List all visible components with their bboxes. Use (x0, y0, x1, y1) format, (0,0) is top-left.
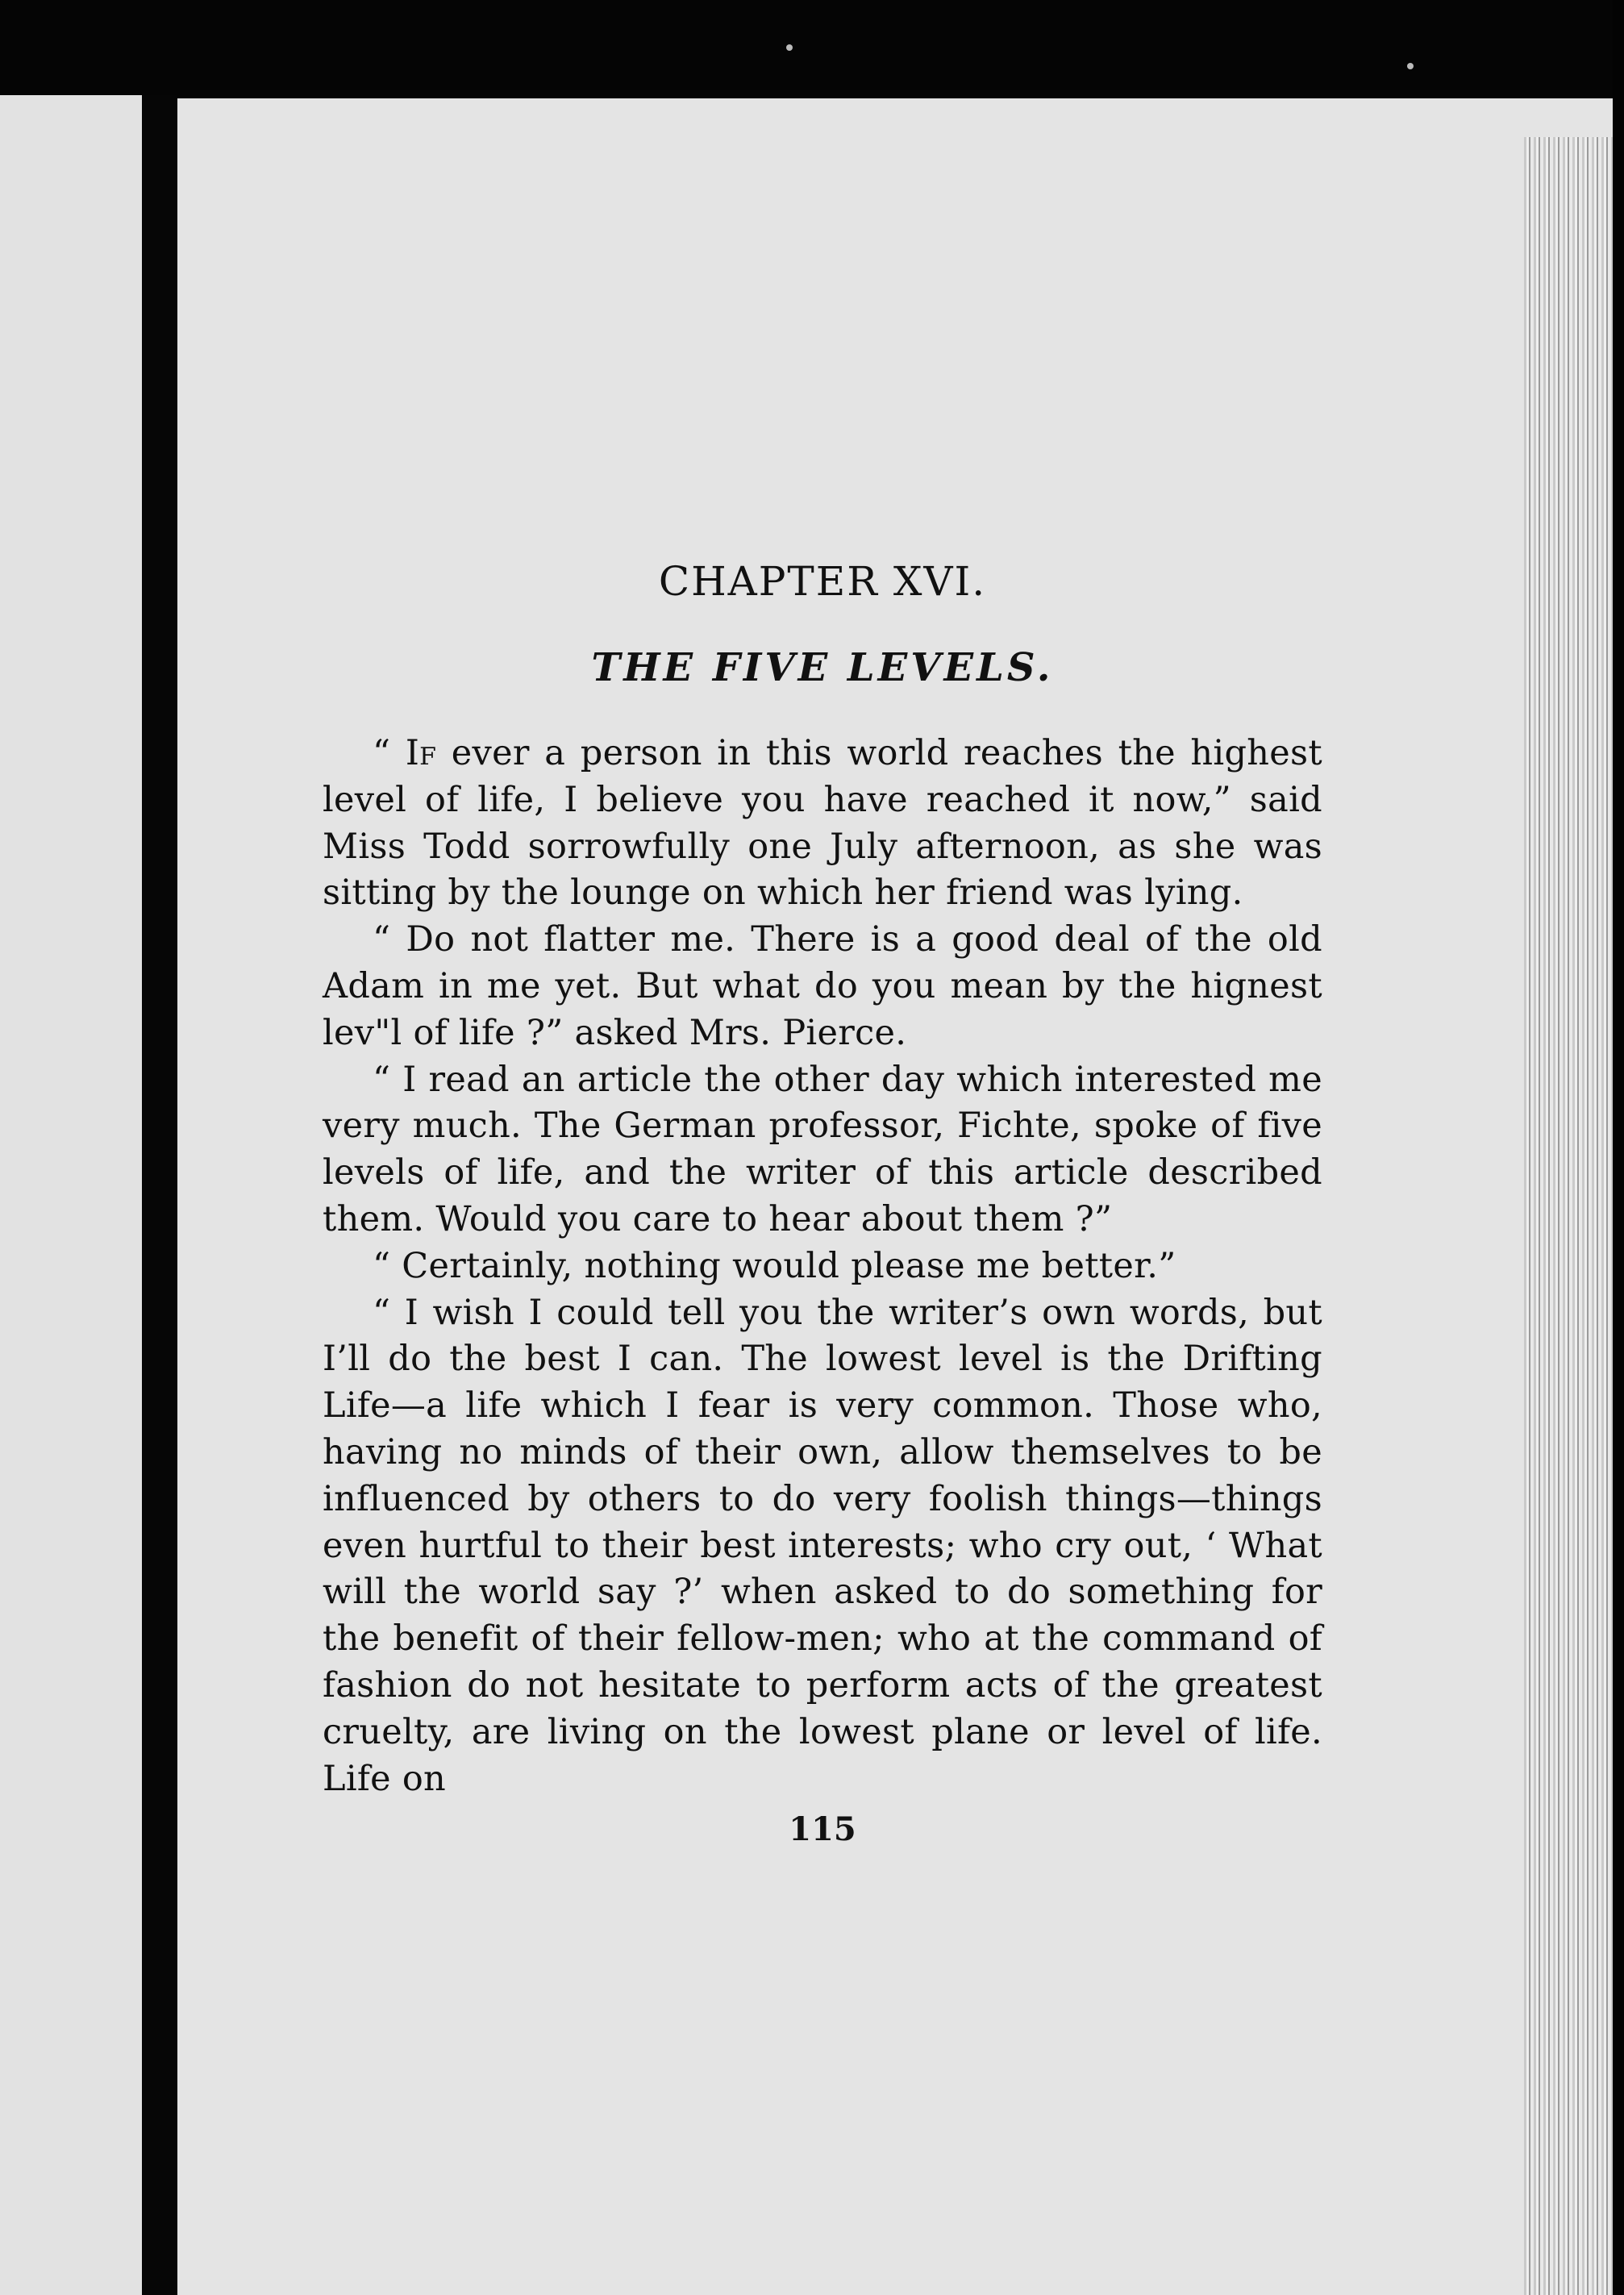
scan-border (1613, 0, 1624, 2295)
book-gutter (142, 95, 177, 2295)
paragraph-2: “ Do not flatter me. There is a good deal of the old Adam in me yet. But what do you mean by the hignest lev"l of life ?” asked Mrs. Pierce. (323, 919, 1322, 1053)
page-number: 115 (789, 1810, 856, 1849)
scan-speck (1407, 63, 1414, 69)
paragraph-4: “ Certainly, nothing would please me better.” (373, 1245, 1176, 1286)
paragraph-1-text: ever a person in this world reaches the highest level of life, I believe you have reached it now,” said Miss Todd sorrowfully one July afternoon, as she was sitting by the lounge on which her friend was lying. (323, 733, 1322, 914)
page-text (323, 548, 1322, 1849)
left-page-margin (0, 95, 142, 2295)
paragraph-3: “ I read an article the other day which interested me very much. The German professor, Fichte, spoke of five levels of life, and the writer of this article described them. Would you care to hear about them ?” (323, 1059, 1322, 1239)
drop-word: If (405, 733, 437, 773)
scan-speck (786, 44, 793, 51)
page-edges (1524, 137, 1613, 2295)
opening-quote: “ (373, 733, 391, 773)
paragraph-1 (323, 731, 1322, 917)
chapter-title: THE FIVE LEVELS. (591, 645, 1054, 690)
paragraph-5: “ I wish I could tell you the writer’s own words, but I’ll do the best I can. The lowest level is the Drifting Life—a life which I fear is very common. Those who, having no minds of their own, allow themselves to be influenced by others to do very foolish things—things even hurtful to their best interests; who cry out, ‘ What will the world say ?’ when asked to do something for the benefit of their fellow-men; who at the command of fashion do not hesitate to perform acts of the greatest cruelty, are living on the lowest plane or level of life. Life on (323, 1292, 1322, 1799)
chapter-heading: CHAPTER XVI. (658, 558, 987, 605)
